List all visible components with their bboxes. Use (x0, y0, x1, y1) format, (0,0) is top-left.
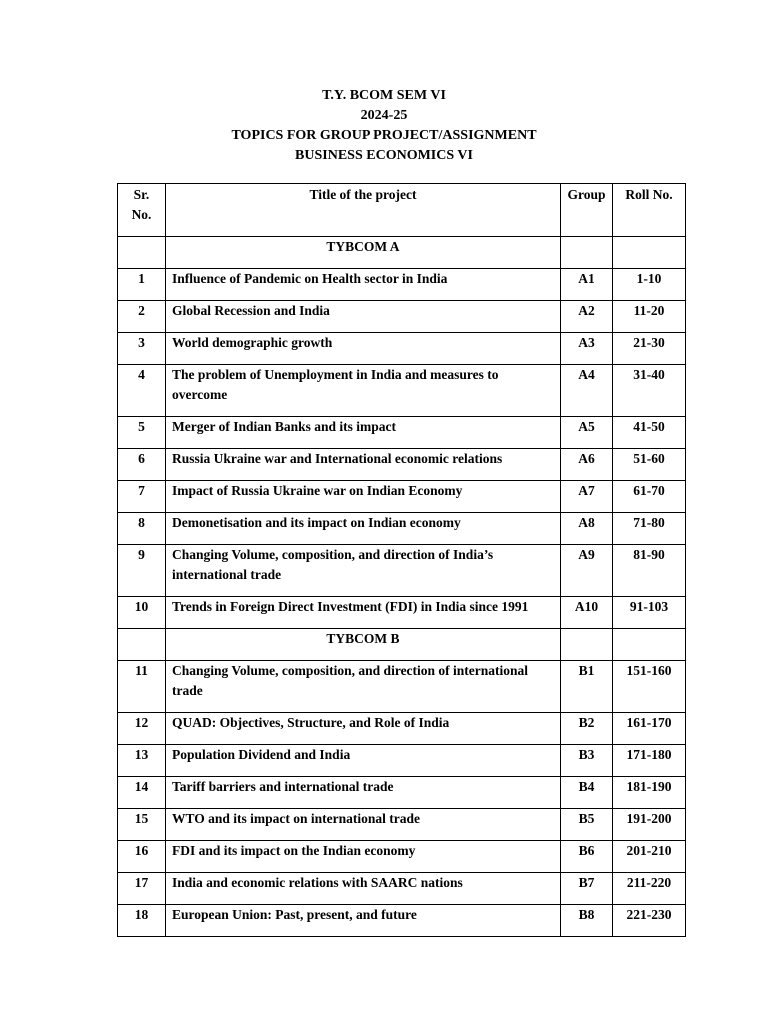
column-header-sr-line1: Sr. (133, 187, 150, 202)
roll-no-cell: 201-210 (613, 841, 686, 873)
roll-no-cell: 21-30 (613, 333, 686, 365)
document-header (0, 86, 768, 166)
roll-no-cell: 191-200 (613, 809, 686, 841)
group-cell: B6 (561, 841, 613, 873)
group-cell: B2 (561, 713, 613, 745)
project-title-cell: Demonetisation and its impact on Indian economy (166, 513, 561, 545)
sr-no-cell: 14 (118, 777, 166, 809)
project-title-cell: European Union: Past, present, and future (166, 905, 561, 937)
roll-no-cell: 211-220 (613, 873, 686, 905)
table-row (118, 513, 686, 545)
sr-no-cell: 15 (118, 809, 166, 841)
group-cell: A2 (561, 301, 613, 333)
roll-no-cell: 91-103 (613, 597, 686, 629)
column-header-roll-no: Roll No. (613, 184, 686, 237)
section-label-a: TYBCOM A (166, 237, 561, 269)
table-row (118, 301, 686, 333)
roll-no-cell: 81-90 (613, 545, 686, 597)
table-row (118, 873, 686, 905)
sr-no-cell: 5 (118, 417, 166, 449)
column-header-sr-line2: No. (131, 206, 152, 222)
group-cell: B1 (561, 661, 613, 713)
group-cell: B4 (561, 777, 613, 809)
group-cell: B8 (561, 905, 613, 937)
project-title-cell: QUAD: Objectives, Structure, and Role of India (166, 713, 561, 745)
project-title-cell: Russia Ukraine war and International economic relations (166, 449, 561, 481)
sr-no-cell: 2 (118, 301, 166, 333)
roll-no-cell: 161-170 (613, 713, 686, 745)
sr-no-cell: 11 (118, 661, 166, 713)
sr-no-cell: 18 (118, 905, 166, 937)
table-row (118, 597, 686, 629)
sr-no-cell: 4 (118, 365, 166, 417)
section-empty-cell (613, 237, 686, 269)
group-cell: A5 (561, 417, 613, 449)
roll-no-cell: 221-230 (613, 905, 686, 937)
table-row (118, 661, 686, 713)
column-header-sr-no (118, 184, 166, 237)
table-row (118, 365, 686, 417)
section-empty-cell (613, 629, 686, 661)
roll-no-cell: 171-180 (613, 745, 686, 777)
section-row-b (118, 629, 686, 661)
sr-no-cell: 10 (118, 597, 166, 629)
sr-no-cell: 7 (118, 481, 166, 513)
project-title-cell: Changing Volume, composition, and direction of India’s international trade (166, 545, 561, 597)
section-empty-cell (118, 237, 166, 269)
sr-no-cell: 8 (118, 513, 166, 545)
roll-no-cell: 71-80 (613, 513, 686, 545)
roll-no-cell: 11-20 (613, 301, 686, 333)
table-row (118, 449, 686, 481)
course-title: T.Y. BCOM SEM VI (322, 88, 446, 103)
project-title-cell: Influence of Pandemic on Health sector in India (166, 269, 561, 301)
table-row (118, 745, 686, 777)
project-title-cell: Population Dividend and India (166, 745, 561, 777)
group-cell: A4 (561, 365, 613, 417)
sr-no-cell: 13 (118, 745, 166, 777)
table-row (118, 269, 686, 301)
project-title-cell: Merger of Indian Banks and its impact (166, 417, 561, 449)
table-header-row (118, 184, 686, 237)
project-topics-table (117, 183, 686, 937)
group-cell: A6 (561, 449, 613, 481)
sr-no-cell: 6 (118, 449, 166, 481)
sr-no-cell: 16 (118, 841, 166, 873)
roll-no-cell: 41-50 (613, 417, 686, 449)
group-cell: A10 (561, 597, 613, 629)
group-cell: B3 (561, 745, 613, 777)
project-title-cell: India and economic relations with SAARC nations (166, 873, 561, 905)
project-title-cell: Global Recession and India (166, 301, 561, 333)
sr-no-cell: 3 (118, 333, 166, 365)
roll-no-cell: 31-40 (613, 365, 686, 417)
group-cell: B7 (561, 873, 613, 905)
table-row (118, 841, 686, 873)
section-empty-cell (118, 629, 166, 661)
sr-no-cell: 17 (118, 873, 166, 905)
sr-no-cell: 1 (118, 269, 166, 301)
roll-no-cell: 61-70 (613, 481, 686, 513)
table-row (118, 713, 686, 745)
sr-no-cell: 12 (118, 713, 166, 745)
table-body (118, 237, 686, 937)
roll-no-cell: 51-60 (613, 449, 686, 481)
table-row (118, 333, 686, 365)
group-cell: A1 (561, 269, 613, 301)
table-row (118, 481, 686, 513)
subject-title: BUSINESS ECONOMICS VI (295, 148, 473, 163)
section-row-a (118, 237, 686, 269)
group-cell: A3 (561, 333, 613, 365)
academic-year: 2024-25 (360, 108, 408, 123)
document-title: TOPICS FOR GROUP PROJECT/ASSIGNMENT (231, 128, 537, 143)
table-row (118, 777, 686, 809)
project-title-cell: FDI and its impact on the Indian economy (166, 841, 561, 873)
group-cell: A7 (561, 481, 613, 513)
project-title-cell: Trends in Foreign Direct Investment (FDI) in India since 1991 (166, 597, 561, 629)
section-empty-cell (561, 629, 613, 661)
project-title-cell: World demographic growth (166, 333, 561, 365)
project-title-cell: The problem of Unemployment in India and measures to overcome (166, 365, 561, 417)
roll-no-cell: 181-190 (613, 777, 686, 809)
roll-no-cell: 1-10 (613, 269, 686, 301)
project-title-cell: Changing Volume, composition, and direction of international trade (166, 661, 561, 713)
section-label-b: TYBCOM B (166, 629, 561, 661)
group-cell: A9 (561, 545, 613, 597)
project-title-cell: Tariff barriers and international trade (166, 777, 561, 809)
project-title-cell: Impact of Russia Ukraine war on Indian Economy (166, 481, 561, 513)
table-row (118, 809, 686, 841)
group-cell: A8 (561, 513, 613, 545)
group-cell: B5 (561, 809, 613, 841)
sr-no-cell: 9 (118, 545, 166, 597)
table-row (118, 905, 686, 937)
roll-no-cell: 151-160 (613, 661, 686, 713)
column-header-group: Group (561, 184, 613, 237)
column-header-title: Title of the project (166, 184, 561, 237)
section-empty-cell (561, 237, 613, 269)
table-row (118, 417, 686, 449)
table-row (118, 545, 686, 597)
project-title-cell: WTO and its impact on international trade (166, 809, 561, 841)
